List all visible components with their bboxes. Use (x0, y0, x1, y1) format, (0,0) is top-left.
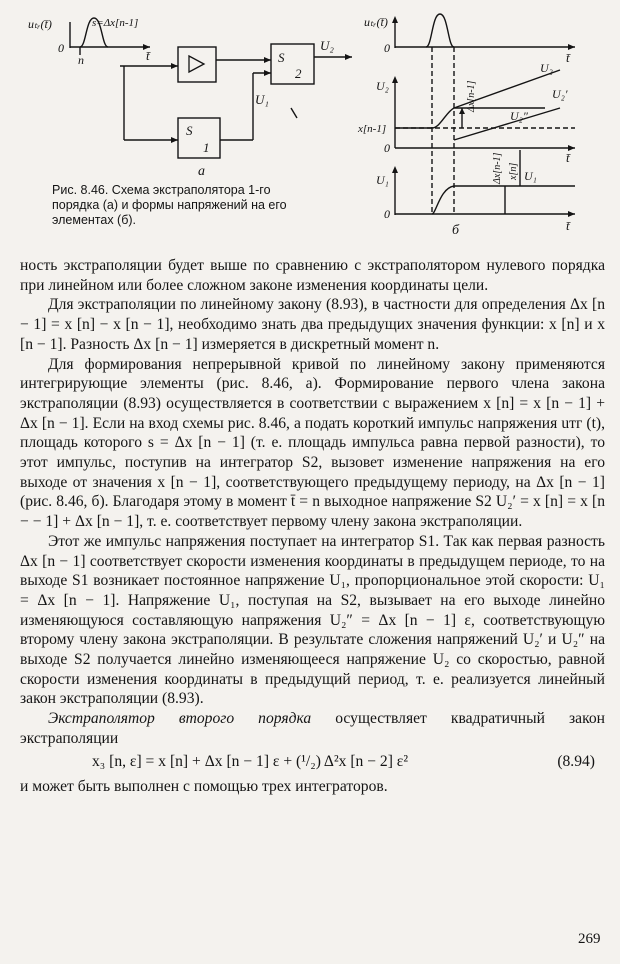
curve-u2p-label: U₂′ (552, 87, 568, 101)
figure-caption: Рис. 8.46. Схема экстраполятора 1-го порядка (а) и формы напряжений на его элементах (б). (52, 183, 287, 227)
s1-label: S (186, 123, 193, 138)
right-bot-zero: 0 (384, 207, 390, 221)
tick-mark (291, 108, 297, 118)
right-u2-axis: U₂ (376, 79, 389, 93)
amplifier-block (178, 47, 216, 82)
equation: x₃ [n, ε] = x [n] + Δx [n − 1] ε + (¹/₂) Δ²x [n − 2] ε² (92, 752, 409, 770)
u1-curve-label: U₁ (524, 169, 537, 183)
paragraph-3: Для формирования непрерывной кривой по линейному закону применяются интегрирующие элементы (рис. 8.46, а). Формирование первого члена закона экстраполяции (8.93) осуществляется в соответствии с выражением x [n] = x [n − 1] + Δx [n − 1]. Если на вход схемы рис. 8.46, а подать короткий импульс напряжения uтг (t), площадь которого s = Δx [n − 1] (т. е. площадь импульса равна первой разности), то этот импульс, поступив на интегратор S2, вызовет изменение напряжения на его выходе от значения x [n − 1], соответствующего предыдущему периоду, на Δx [n − 1] (рис. 8.46, б). Благодаря этому в момент t̄ = n выходное напряжение S2 U₂′ = x [n] = x [n − − 1] + Δx [n − 1], т. е. соответствует первому члену закона экстраполяции. (20, 355, 605, 531)
dx-bot-label: Δx[n-1] (492, 152, 503, 184)
pulse-axis-label: uₜᵣ(t̄) (28, 17, 52, 31)
left-n-label: n (78, 53, 84, 67)
subfigure-a-label: а (198, 164, 205, 179)
paragraph-2: Для экстраполяции по линейному закону (8.93), в частности для определения Δx [n − 1] = x [n] − x [n − 1], необходимо знать два предыдущих значения функции: x [n] и x [n − 1]. Разность Δx [n − 1] измеряется в дискретный момент n. (20, 296, 605, 353)
pulse-formula-label: s=Δx[n-1] (92, 17, 139, 29)
s2-label: S (278, 50, 285, 65)
paragraph-5-text: осуществляет квадратичный закон экстраполяции (20, 710, 605, 747)
u2-output-label: U₂ (320, 38, 334, 53)
dx-mid-label: Δx[n-1] (466, 80, 477, 112)
u1-wire-label: U₁ (255, 92, 269, 107)
last-line: и может быть выполнен с помощью трех интеграторов. (20, 777, 388, 795)
body-text (20, 256, 605, 796)
left-t-label: t̄ (146, 48, 150, 63)
top-pulse (426, 14, 454, 47)
right-u1-axis: U₁ (376, 173, 389, 187)
right-mid-t: t̄ (566, 150, 570, 165)
s1-number: 1 (203, 140, 210, 155)
equation-number: (8.94) (557, 752, 595, 770)
paragraph-5 (20, 709, 605, 748)
right-top-axis-label: uₜᵣ(t̄) (364, 15, 388, 29)
page-number: 269 (578, 931, 601, 947)
curve-u2-label: U₂ (540, 61, 553, 75)
right-bot-t: t̄ (566, 218, 570, 233)
right-top-t: t̄ (566, 50, 570, 65)
subfigure-b-label: б (452, 223, 460, 238)
xn-bot-label: x[n] (508, 162, 519, 180)
equation-row (20, 752, 605, 774)
paragraph-4: Этот же импульс напряжения поступает на интегратор S1. Так как первая разность Δx [n − 1] соответствует скорости изменения координаты в предыдущем периоде, то на выходе S1 возникает постоянное напряжение U₁, пропорциональное этой скорости: U₁ = Δx [n − 1]. Напряжение U₁, поступая на S2, вызывает на его выходе линейно изменяющуюся составляющую напряжения U₂″ = Δx [n − 1] ε, соответствующую второму члену закона экстраполяции. В результате сложения напряжений U₂′ и U₂″ на выходе S2 получается линейно изменяющееся напряжение U₂ со скоростью, равной скорости изменения координаты в предыдущий период, т. е. реализуется линейный закон экстраполяции (8.93). (20, 532, 605, 708)
curve-u2pp-label: U₂″ (510, 109, 528, 123)
right-mid-zero: 0 (384, 141, 390, 155)
left-origin-label: 0 (58, 41, 64, 55)
right-top-zero: 0 (384, 41, 390, 55)
integrator-s1-block (178, 118, 220, 158)
right-xn1-axis: x[n-1] (358, 123, 387, 135)
s2-number: 2 (295, 66, 302, 81)
paragraph-1: ность экстраполяции будет выше по сравнению с экстраполятором нулевого порядка при линейном или более сложном законе изменения координаты цели. (20, 257, 605, 294)
italic-term: Экстраполятор второго порядка (48, 710, 312, 728)
